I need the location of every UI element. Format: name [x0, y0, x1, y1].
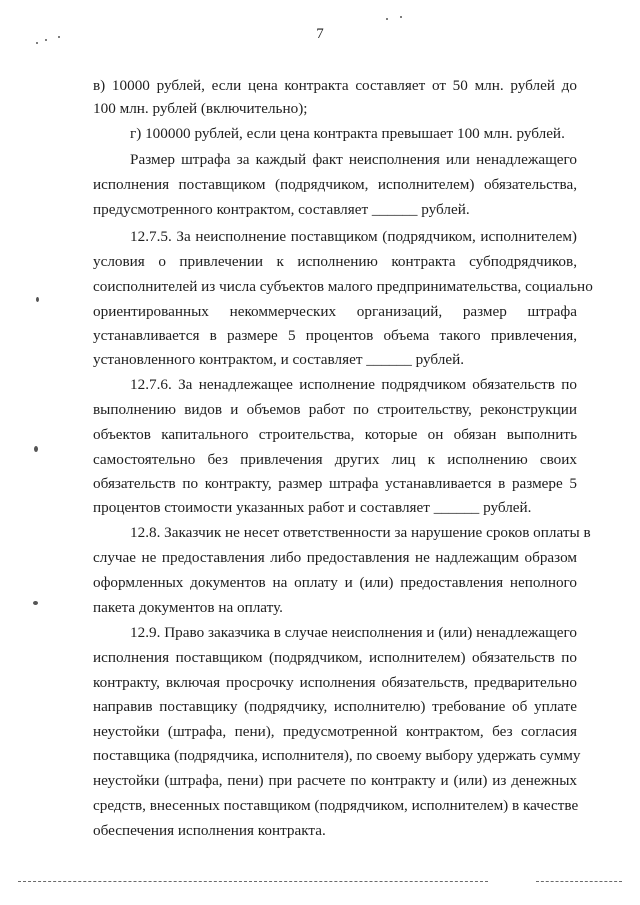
text-line: поставщика (подрядчика, исполнителя), по своему выбору удержать сумму — [93, 747, 581, 764]
text-line: процентов стоимости указанных работ и составляет ______ рублей. — [93, 499, 532, 516]
text-line: средств, внесенных поставщиком (подрядчиком, исполнителем) в качестве — [93, 797, 579, 814]
bottom-rule — [18, 881, 488, 882]
text-line: ориентированных некоммерческих организаций, размер штрафа — [93, 303, 577, 320]
text-line: направив поставщику (подрядчику, исполнителю) требование об уплате — [93, 698, 577, 715]
text-line: неустойки (штрафа, пени) при расчете по контракту и (или) из денежных — [93, 772, 577, 789]
text-line: выполнению видов и объемов работ по строительству, реконструкции — [93, 401, 577, 418]
text-line: оформленных документов на оплату и (или) предоставления неполного — [93, 574, 577, 591]
text-line: пакета документов на оплату. — [93, 599, 283, 616]
text-line: обеспечения исполнения контракта. — [93, 822, 326, 839]
text-line: исполнения поставщиком (подрядчиком, исполнителем) обязательства, — [93, 176, 577, 193]
text-line: неустойки (штрафа, пени), предусмотренной контрактом, без согласия — [93, 723, 577, 740]
text-line: обязательств по контракту, размер штрафа устанавливается в размере 5 — [93, 475, 577, 492]
text-line: соисполнителей из числа субъектов малого предпринимательства, социально — [93, 278, 593, 295]
text-line: случае не предоставления либо предоставления не надлежащим образом — [93, 549, 577, 566]
page-number: 7 — [316, 26, 324, 42]
text-line: предусмотренного контрактом, составляет ______ рублей. — [93, 201, 470, 218]
text-line: установленного контрактом, и составляет ______ рублей. — [93, 351, 465, 368]
text-line: 12.8. Заказчик не несет ответственности за нарушение сроков оплаты в — [130, 524, 591, 541]
text-line: 12.9. Право заказчика в случае неисполнения и (или) ненадлежащего — [130, 624, 577, 641]
scan-speck — [386, 18, 388, 20]
text-line: 12.7.6. За ненадлежащее исполнение подрядчиком обязательств по — [130, 376, 577, 393]
text-line: 100 млн. рублей (включительно); — [93, 100, 308, 117]
scan-speck — [36, 297, 39, 302]
text-line: объектов капитального строительства, которые он обязан выполнить — [93, 426, 577, 443]
text-line: 12.7.5. За неисполнение поставщиком (подрядчиком, исполнителем) — [130, 228, 577, 245]
text-line: Размер штрафа за каждый факт неисполнения или ненадлежащего — [130, 151, 577, 168]
scan-speck — [400, 16, 402, 18]
scan-speck — [34, 446, 38, 452]
text-line: контракту, включая просрочку исполнения обязательств, предварительно — [93, 674, 577, 691]
bottom-rule — [536, 881, 622, 882]
scan-speck — [33, 601, 38, 605]
text-line: самостоятельно без привлечения других лиц к исполнению своих — [93, 451, 577, 468]
text-line: исполнения поставщиком (подрядчиком, исполнителем) обязательств по — [93, 649, 577, 666]
text-line: г) 100000 рублей, если цена контракта превышает 100 млн. рублей. — [130, 125, 565, 142]
text-line: устанавливается в размере 5 процентов объема такого привлечения, — [93, 327, 577, 344]
text-line: в) 10000 рублей, если цена контракта составляет от 50 млн. рублей до — [93, 77, 577, 94]
text-line: условия о привлечении к исполнению контракта субподрядчиков, — [93, 253, 577, 270]
